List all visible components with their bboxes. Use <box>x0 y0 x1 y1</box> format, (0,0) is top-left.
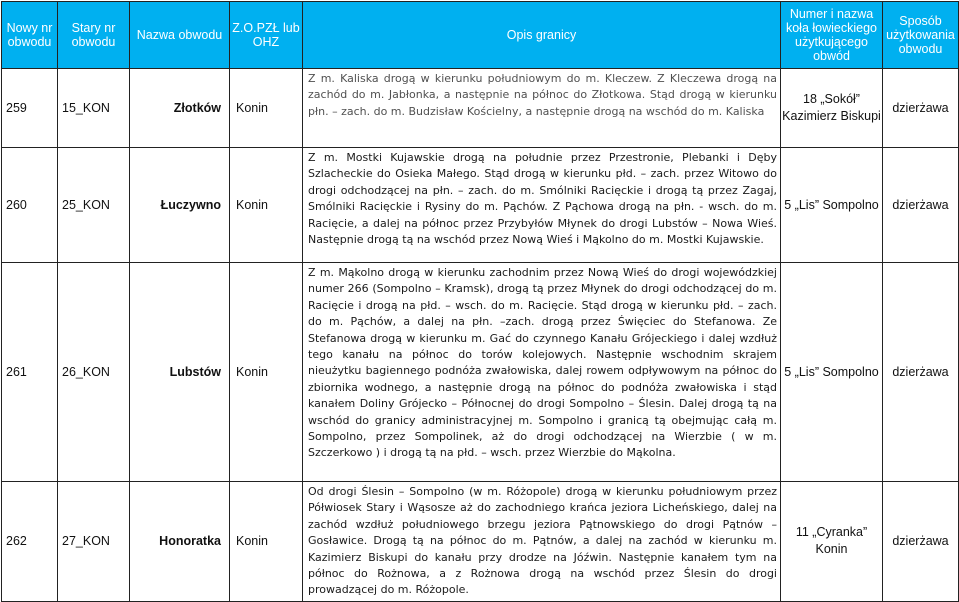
cell-usage-type: dzierżawa <box>883 263 959 482</box>
header-usage-type: Sposób użytkowania obwodu <box>883 2 959 69</box>
cell-zo-pzl: Konin <box>230 263 303 482</box>
cell-boundary-description: Z m. Kaliska drogą w kierunku południowym do m. Kleczew. Z Kleczewa drogą na zachód do m. Jabłonka, a następnie na północ do Złotkowa. Stąd drogą w kierunku płn. – zach. do m. Budzisław Kościelny, a następnie drogą na wschód do m. Kaliska <box>303 69 781 148</box>
header-new-number: Nowy nr obwodu <box>2 2 58 69</box>
cell-old-number: 26_KON <box>58 263 130 482</box>
hunting-districts-table <box>1 1 959 602</box>
cell-district-name: Lubstów <box>130 263 230 482</box>
cell-usage-type: dzierżawa <box>883 148 959 263</box>
table-row <box>2 69 959 148</box>
cell-boundary-description: Z m. Mostki Kujawskie drogą na południe przez Przestronie, Plebanki i Dęby Szlacheckie do Osieka Małego. Stąd drogą w kierunku płd. – zach. przez Witowo do drogi odchodzącej na płn. – zach. do m. Smólniki Racięckie i drogą tą przez Zagaj, Smólniki Racięckie i Rysiny do m. Pąchów. Z Pąchowa drogą na płn. - wsch. do m. Racięcie, a dalej na północ przez Przybyłów Młynek do drogi Lubstów – Nowa Wieś. Następnie drogą tą na wschód przez Nową Wieś i Mąkolno do m. Mostki Kujawskie. <box>303 148 781 263</box>
cell-zo-pzl: Konin <box>230 482 303 602</box>
cell-hunting-club: 5 „Lis” Sompolno <box>781 148 883 263</box>
header-hunting-club: Numer i nazwa koła łowieckiego użytkującego obwód <box>781 2 883 69</box>
table-header-row <box>2 2 959 69</box>
cell-district-name: Łuczywno <box>130 148 230 263</box>
cell-old-number: 15_KON <box>58 69 130 148</box>
cell-new-number: 261 <box>2 263 58 482</box>
cell-hunting-club: 11 „Cyranka” Konin <box>781 482 883 602</box>
cell-usage-type: dzierżawa <box>883 482 959 602</box>
header-district-name: Nazwa obwodu <box>130 2 230 69</box>
table-row <box>2 148 959 263</box>
header-boundary-description: Opis granicy <box>303 2 781 69</box>
header-old-number: Stary nr obwodu <box>58 2 130 69</box>
header-zo-pzl: Z.O.PZŁ lub OHZ <box>230 2 303 69</box>
cell-old-number: 25_KON <box>58 148 130 263</box>
table-row <box>2 263 959 482</box>
cell-district-name: Złotków <box>130 69 230 148</box>
cell-boundary-description: Z m. Mąkolno drogą w kierunku zachodnim przez Nową Wieś do drogi wojewódzkiej numer 266 (Sompolno – Kramsk), drogą tą przez Młynek do drogi odchodzącej do m. Racięcie i drogą na płd. – wsch. do m. Racięcie. Stąd drogą w kierunku płd. – zach. do m. Pąchów, a dalej na płn. –zach. drogą przez Święciec do Stefanowa. Ze Stefanowa drogą w kierunku m. Gać do czynnego Kanału Grójeckiego i dalej wzdłuż tego kanału na północ do torów kolejowych. Następnie wschodnim skrajem nieużytku bagiennego podnóża zwałowiska, dalej rowem odpływowym na północ do zbiornika wodnego, a następnie drogą na północ do podnóża zwałowiska i stąd kanałem Doliny Grójecko – Północnej do drogi Sompolno – Ślesin. Dalej drogą tą na wschód do granicy administracyjnej m. Sompolno i granicą tą obejmując całą m. Sompolno, przez Sompolinek, aż do drogi odchodzącej na Wierzbie ( w m. Szczerkowo ) i drogą tą na płd. – wsch. przez Wierzbie do Mąkolna. <box>303 263 781 482</box>
cell-hunting-club: 5 „Lis” Sompolno <box>781 263 883 482</box>
cell-hunting-club: 18 „Sokół” Kazimierz Biskupi <box>781 69 883 148</box>
cell-usage-type: dzierżawa <box>883 69 959 148</box>
table-row <box>2 482 959 602</box>
cell-boundary-description: Od drogi Ślesin – Sompolno (w m. Różopole) drogą w kierunku południowym przez Półwiosek Stary i Wąsosze aż do zachodniego krańca jeziora Licheńskiego, dalej na zachód wzdłuż południowego brzegu jeziora Pątnowskiego do drogi Pątnów – Gosławice. Drogą tą na północ do m. Pątnów, a dalej na zachód w kierunku m. Kazimierz Biskupi do kanału przy drodze na Jóźwin. Następnie kanałem tym na północ do Rożnowa, a z Rożnowa drogą na wschód przez Ślesin do drogi prowadzącej do m. Różopole. <box>303 482 781 602</box>
cell-new-number: 260 <box>2 148 58 263</box>
cell-old-number: 27_KON <box>58 482 130 602</box>
cell-new-number: 262 <box>2 482 58 602</box>
cell-zo-pzl: Konin <box>230 69 303 148</box>
cell-zo-pzl: Konin <box>230 148 303 263</box>
cell-district-name: Honoratka <box>130 482 230 602</box>
cell-new-number: 259 <box>2 69 58 148</box>
